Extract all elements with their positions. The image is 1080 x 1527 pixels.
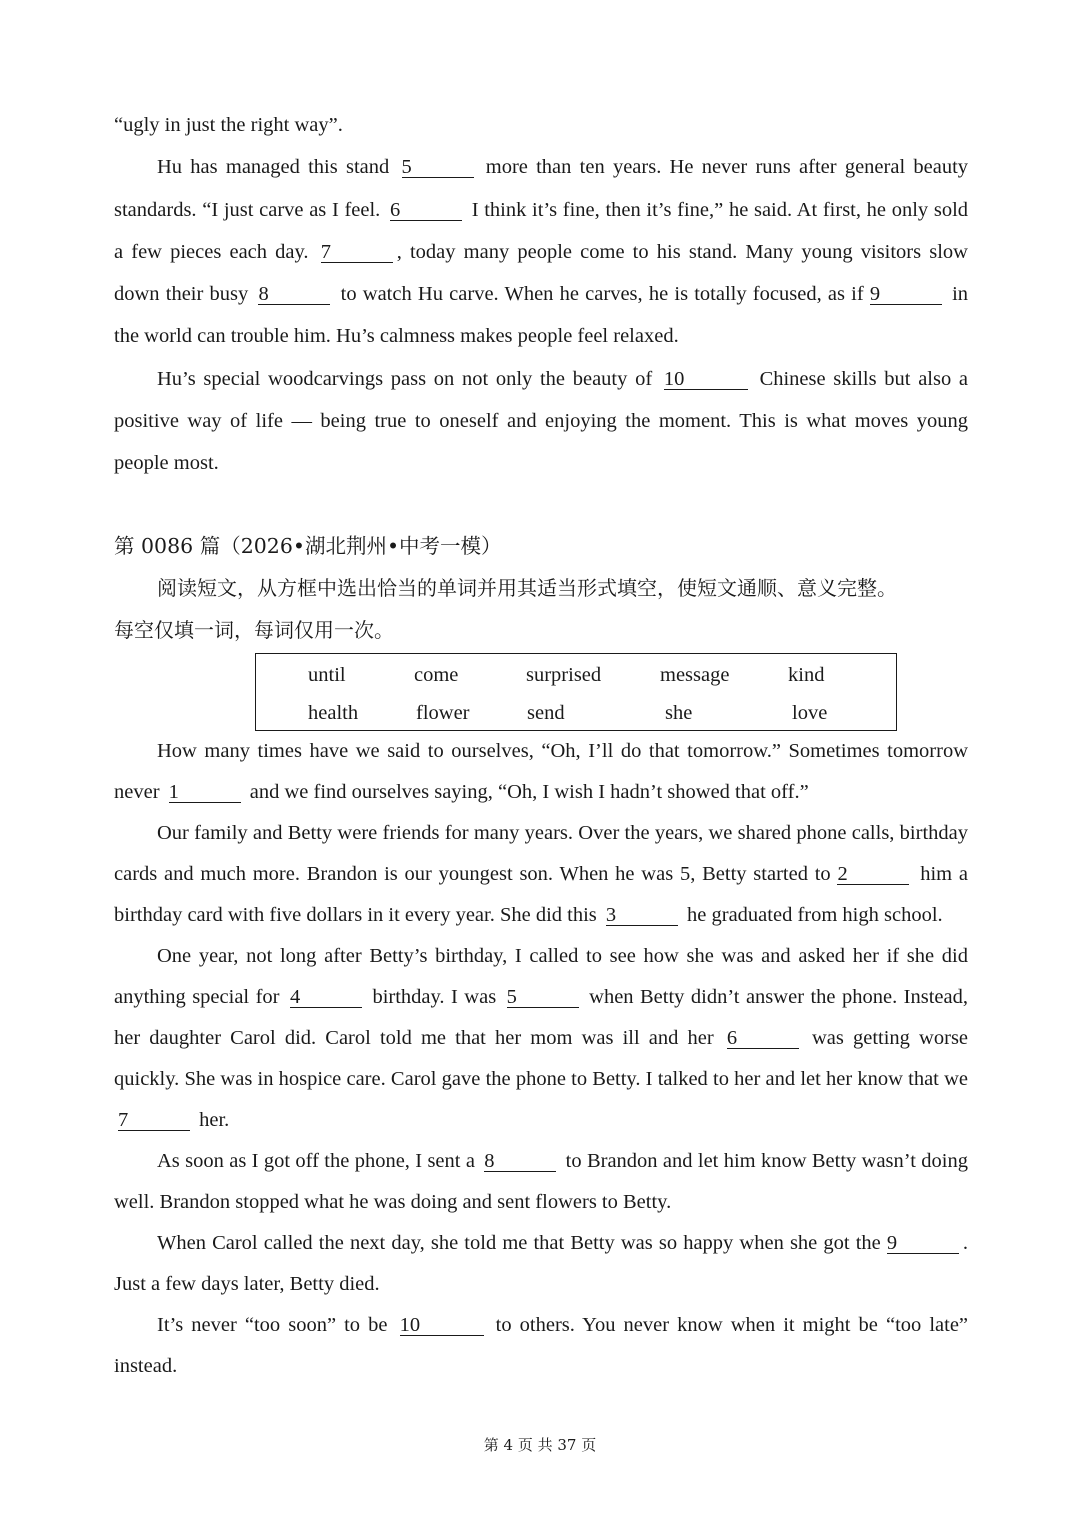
- word-she: she: [665, 701, 693, 724]
- text: he graduated from high school.: [687, 903, 943, 926]
- text: How many times have we said to ourselves, “Oh, I’ll do that tomorrow.” Sometimes tomorrow never: [114, 739, 968, 803]
- text: more than ten years. He never runs after general beauty standards. “I just carve as I feel.: [114, 156, 969, 221]
- text: , today many people come to his stand. Many young visitors slow down their busy: [114, 240, 968, 306]
- blank-3: 3: [606, 905, 678, 926]
- instruction-line-2: 每空仅填一词，每词仅用一次。: [114, 617, 394, 642]
- text: in the world can trouble him. Hu’s calmness makes people feel relaxed.: [114, 283, 969, 348]
- text: him a birthday card with five dollars in it every year. She did this: [114, 862, 968, 926]
- text: One year, not long after Betty’s birthday, I called to see how she was and asked her if she did anything special for: [114, 944, 968, 1008]
- text: birthday. I was: [372, 985, 497, 1008]
- passage-paragraph-6: [114, 1305, 968, 1387]
- text: when Betty didn’t answer the phone. Instead, her daughter Carol did. Carol told me that her mom was ill and her: [114, 985, 969, 1049]
- passage-paragraph-1: [114, 731, 968, 813]
- text: Hu’s special woodcarvings pass on not only the beauty of: [157, 367, 653, 390]
- text: to Brandon and let him know Betty wasn’t doing well. Brandon stopped what he was doing and sent flowers to Betty.: [114, 1149, 968, 1213]
- text: was getting worse quickly. She was in hospice care. Carol gave the phone to Betty. I talked to her and let her know that we: [114, 1026, 969, 1090]
- blank-6: 6: [390, 200, 462, 221]
- instruction-line-1: 阅读短文，从方框中选出恰当的单词并用其适当形式填空，使短文通顺、意义完整。: [157, 575, 897, 600]
- text: It’s never “too soon” to be: [157, 1313, 388, 1336]
- text: to watch Hu carve. When he carves, he is totally focused, as if: [340, 283, 864, 306]
- text: Our family and Betty were friends for many years. Over the years, we shared phone calls, birthday cards and much more. Brandon is our youngest son. When he was 5, Betty started to: [114, 821, 968, 885]
- word-flower: flower: [416, 701, 470, 724]
- blank-9: 9: [887, 1233, 959, 1254]
- text: Hu has managed this stand: [157, 156, 390, 179]
- text: and we find ourselves saying, “Oh, I wish I hadn’t showed that off.”: [249, 780, 809, 803]
- word-box-row-2: [256, 694, 896, 732]
- blank-8: 8: [258, 284, 330, 305]
- section-heading: 第 0086 篇（2026•湖北荆州•中考一模）: [114, 533, 502, 558]
- blank-2: 2: [837, 864, 909, 885]
- passage-paragraph-2: [114, 813, 968, 936]
- word-surprised: surprised: [526, 663, 602, 686]
- word-send: send: [527, 701, 565, 724]
- page-number-footer: 第 4 页 共 37 页: [483, 1436, 597, 1454]
- blank-5: 5: [507, 987, 579, 1008]
- passage-paragraph-5: [114, 1223, 968, 1305]
- passage-end-paragraph-1: [114, 146, 968, 357]
- blank-10: 10: [400, 1315, 484, 1336]
- word-box-row-1: [256, 656, 896, 694]
- text: her.: [199, 1108, 230, 1131]
- text: . Just a few days later, Betty died.: [114, 1231, 968, 1295]
- blank-1: 1: [169, 782, 241, 803]
- word-come: come: [414, 663, 459, 686]
- page-content: [114, 104, 968, 1387]
- word-until: until: [308, 663, 346, 686]
- blank-6: 6: [727, 1028, 799, 1049]
- text: I think it’s fine, then it’s fine,” he said. At first, he only sold a few pieces each day.: [114, 198, 969, 263]
- text: As soon as I got off the phone, I sent a: [157, 1149, 475, 1172]
- blank-7: 7: [321, 242, 393, 263]
- passage-paragraph-4: [114, 1141, 968, 1223]
- word-love: love: [792, 701, 828, 724]
- text: Chinese skills but also a positive way of life — being true to oneself and enjoying the moment. This is what moves young people most.: [114, 367, 969, 475]
- text: to others. You never know when it might be “too late” instead.: [114, 1313, 969, 1377]
- blank-9: 9: [870, 284, 942, 305]
- passage-end-paragraph-2: [114, 358, 968, 485]
- word-box: [255, 653, 897, 731]
- word-health: health: [308, 701, 359, 724]
- blank-4: 4: [290, 987, 362, 1008]
- blank-10: 10: [664, 369, 748, 390]
- blank-5: 5: [402, 157, 474, 178]
- word-kind: kind: [788, 663, 825, 686]
- word-message: message: [660, 663, 730, 686]
- text: When Carol called the next day, she told me that Betty was so happy when she got the: [157, 1231, 881, 1254]
- blank-8: 8: [484, 1151, 556, 1172]
- passage-end-paragraph-0: “ugly in just the right way”.: [114, 114, 343, 136]
- blank-7: 7: [118, 1110, 190, 1131]
- passage-paragraph-3: [114, 936, 968, 1141]
